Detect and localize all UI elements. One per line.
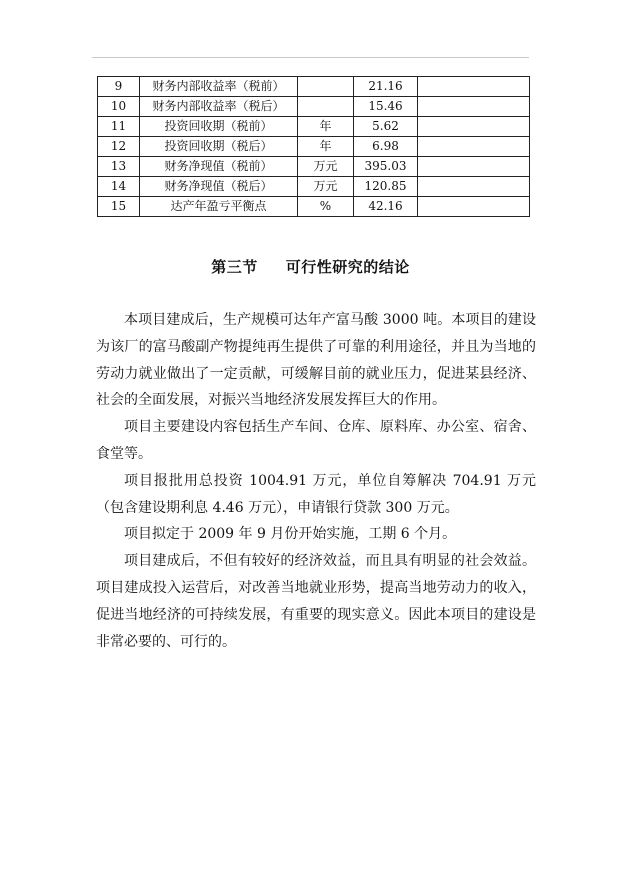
row-unit: 万元 <box>298 157 354 177</box>
row-value: 5.62 <box>354 117 418 137</box>
paragraph: 项目建成后，不但有较好的经济效益，而且具有明显的社会效益。项目建成投入运营后，对改善当地就业形势，提高当地劳动力的收入，促进当地经济的可持续发展，有重要的现实意义。因此本项目的建设是非常必要的、可行的。 <box>96 553 536 650</box>
row-number: 15 <box>98 197 140 217</box>
row-value: 15.46 <box>354 97 418 117</box>
row-number: 12 <box>98 137 140 157</box>
row-item: 达产年盈亏平衡点 <box>140 197 298 217</box>
conclusion-body <box>96 307 536 655</box>
row-number: 13 <box>98 157 140 177</box>
row-value: 395.03 <box>354 157 418 177</box>
row-value: 120.85 <box>354 177 418 197</box>
row-number: 9 <box>98 77 140 97</box>
row-item: 财务净现值（税后） <box>140 177 298 197</box>
financial-indicators-table <box>97 76 530 217</box>
table-row <box>98 77 530 97</box>
table-row <box>98 177 530 197</box>
table-row <box>98 137 530 157</box>
page-header-rule <box>92 57 529 58</box>
row-note <box>418 117 530 137</box>
table-row <box>98 117 530 137</box>
row-note <box>418 177 530 197</box>
row-unit <box>298 97 354 117</box>
row-note <box>418 97 530 117</box>
row-unit: % <box>298 197 354 217</box>
row-item: 财务净现值（税前） <box>140 157 298 177</box>
paragraph: 项目拟定于 2009 年 9 月份开始实施，工期 6 个月。 <box>124 526 457 543</box>
row-unit: 万元 <box>298 177 354 197</box>
row-value: 21.16 <box>354 77 418 97</box>
table-row <box>98 97 530 117</box>
section-heading <box>0 256 621 277</box>
row-unit <box>298 77 354 97</box>
paragraph: 项目报批用总投资 1004.91 万元，单位自筹解决 704.91 万元（包含建设期利息 4.46 万元），申请银行贷款 300 万元。 <box>96 472 536 516</box>
row-item: 财务内部收益率（税后） <box>140 97 298 117</box>
row-unit: 年 <box>298 117 354 137</box>
row-number: 10 <box>98 97 140 117</box>
row-item: 财务内部收益率（税前） <box>140 77 298 97</box>
row-item: 投资回收期（税前） <box>140 117 298 137</box>
row-note <box>418 157 530 177</box>
row-item: 投资回收期（税后） <box>140 137 298 157</box>
row-number: 11 <box>98 117 140 137</box>
row-note <box>418 77 530 97</box>
row-value: 6.98 <box>354 137 418 157</box>
table-row <box>98 157 530 177</box>
row-number: 14 <box>98 177 140 197</box>
row-note <box>418 197 530 217</box>
paragraph: 项目主要建设内容包括生产车间、仓库、原料库、办公室、宿舍、食堂等。 <box>96 419 536 462</box>
table-row <box>98 197 530 217</box>
row-value: 42.16 <box>354 197 418 217</box>
section-title-text: 可行性研究的结论 <box>285 258 410 276</box>
row-unit: 年 <box>298 137 354 157</box>
paragraph: 本项目建成后，生产规模可达年产富马酸 3000 吨。本项目的建设为该厂的富马酸副产物提纯再生提供了可靠的利用途径，并且为当地的劳动力就业做出了一定贡献，可缓解目前的就业压力，促进某县经济、社会的全面发展，对振兴当地经济发展发挥巨大的作用。 <box>96 312 536 409</box>
section-number: 第三节 <box>211 258 258 276</box>
row-note <box>418 137 530 157</box>
